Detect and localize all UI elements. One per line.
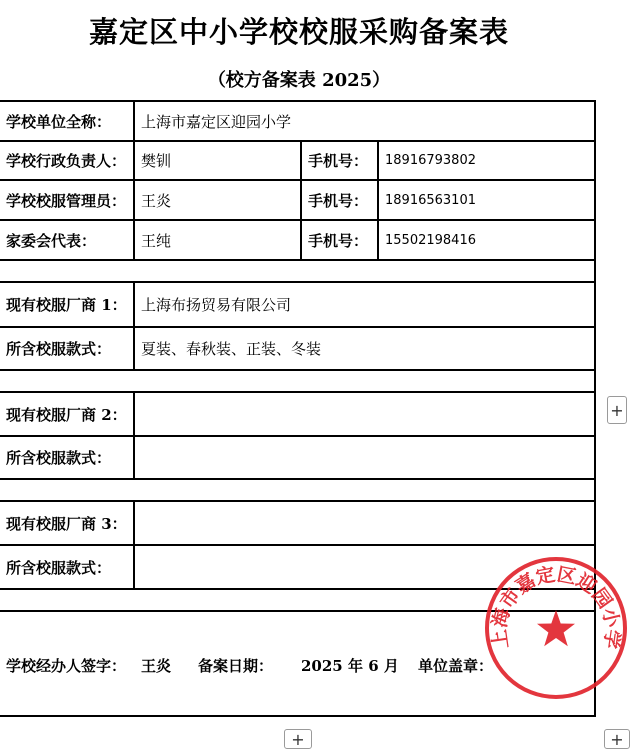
vendor-1-styles-label: 所含校服款式： [6,340,112,358]
handler-signature-label: 学校经办人签字： [6,656,127,675]
vendor-1-label: 现有校服厂商 1： [6,296,127,314]
add-row-button[interactable]: + [284,729,312,749]
table-rule [133,391,135,480]
vendor-1-styles-value[interactable]: 夏装、春秋装、正装、冬装 [141,340,322,358]
vendor-2-label: 现有校服厂商 2： [6,405,127,424]
stamp-label: 单位盖章： [418,656,494,675]
parent-phone-label: 手机号： [308,231,369,250]
seal-text: 上海市嘉定区迎园小学 [488,563,624,650]
add-column-button[interactable]: + [604,729,630,749]
uniform-manager-label: 学校校服管理员： [6,191,127,210]
vendor-2-styles-label: 所含校服款式： [6,449,112,467]
table-rule [133,100,135,261]
table-rule [300,140,302,261]
admin-contact-label: 学校行政负责人： [6,152,127,170]
filing-date-value[interactable]: 2025 年 6 月 [301,656,399,675]
vendor-1-value[interactable]: 上海布扬贸易有限公司 [141,296,292,314]
vendor-3-value[interactable] [141,502,591,544]
table-rule [133,500,135,590]
admin-phone-value[interactable]: 18916793802 [385,153,476,168]
parent-rep-label: 家委会代表： [6,231,97,250]
table-rule [377,140,379,261]
uniform-manager-name[interactable]: 王炎 [141,191,172,210]
admin-contact-name[interactable]: 樊钏 [141,152,172,170]
parent-rep-name[interactable]: 王纯 [141,231,172,250]
vendor-2-styles-value[interactable] [141,437,591,478]
handler-signature-name[interactable]: 王炎 [141,656,172,675]
table-rule [0,478,596,480]
table-rule [0,369,596,371]
table-rule [133,281,135,371]
parent-phone-value[interactable]: 15502198416 [385,232,476,248]
page-subtitle: （校方备案表 2025） [207,70,391,91]
school-seal-image [483,555,629,701]
filing-date-label: 备案日期： [198,656,274,675]
table-rule [0,259,596,261]
vendor-2-value[interactable] [141,393,591,435]
manager-phone-value[interactable]: 18916563101 [385,192,476,208]
manager-phone-label: 手机号： [308,191,369,210]
admin-phone-label: 手机号： [308,152,369,170]
vendor-3-styles-label: 所含校服款式： [6,558,112,577]
page-title: 嘉定区中小学校校服采购备案表 [88,15,509,49]
add-row-button[interactable]: + [607,396,627,424]
vendor-3-label: 现有校服厂商 3： [6,514,127,533]
school-name-label: 学校单位全称： [6,112,112,131]
school-name-value[interactable]: 上海市嘉定区迎园小学 [141,112,292,131]
